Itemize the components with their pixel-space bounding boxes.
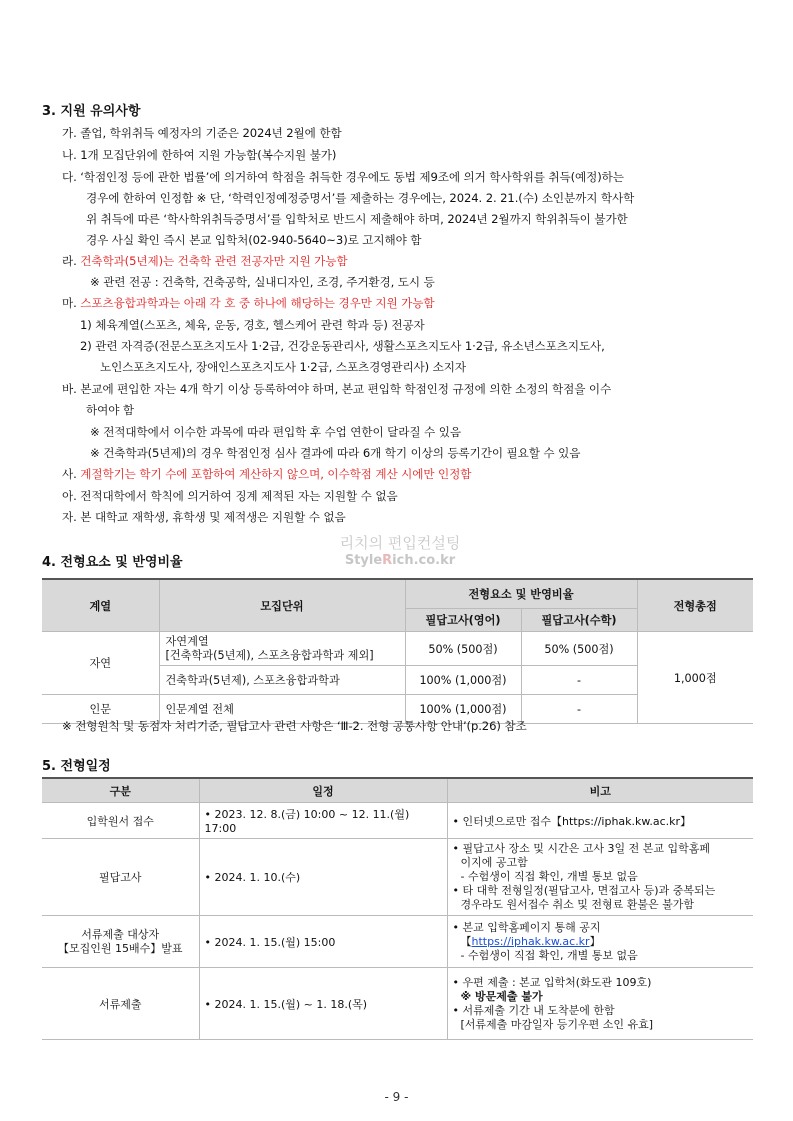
watermark-url: StyleRich.co.kr <box>344 553 456 568</box>
item-ma <box>62 295 434 311</box>
admission-homepage-link[interactable]: https://iphak.kw.ac.kr <box>471 934 590 948</box>
header-math: 필답고사(수학) <box>521 609 637 632</box>
item-ba-cont: 하여야 함 <box>86 403 134 417</box>
page-number: - 9 - <box>384 1090 409 1104</box>
schedule-note: • 우편 제출 : 본교 입학처(화도관 109호) ※ 방문제출 불가 • 서류제출 기간 내 도착분에 한함 [서류제출 마감일자 등기우편 소인 유효] <box>447 968 753 1040</box>
item-da-cont: 위 취득에 따른 ‘학사학위취득증명서’를 입학처로 반드시 제출해야 하며, 2024년 2월까지 학위취득이 불가한 <box>86 212 628 226</box>
header-total: 전형총점 <box>637 579 753 632</box>
header-date: 일정 <box>199 778 447 803</box>
schedule-category: 필답고사 <box>42 839 199 916</box>
header-unit: 모집단위 <box>159 579 405 632</box>
item-na: 나. 1개 모집단위에 한하여 지원 가능함(복수지원 불가) <box>62 148 337 162</box>
item-sa-marker: 사. <box>62 467 81 481</box>
cell-math: - <box>521 666 637 695</box>
item-da-cont: 경우에 한하여 인정함 ※ 단, ‘학력인정예정증명서’를 제출하는 경우에는, 2024. 2. 21.(수) 소인분까지 학사학 <box>86 191 635 205</box>
header-eng: 필답고사(영어) <box>405 609 521 632</box>
section-5-title: 5. 전형일정 <box>42 759 111 774</box>
item-ra-text: 건축학과(5년제)는 건축학 관련 전공자만 지원 가능함 <box>80 254 348 268</box>
cell-math: 50% (500점) <box>521 632 637 666</box>
item-ra-note: ※ 관련 전공 : 건축학, 건축공학, 실내디자인, 조경, 주거환경, 도시 등 <box>90 275 435 289</box>
header-group: 전형요소 및 반영비율 <box>405 579 637 609</box>
cell-field-nat: 자연 <box>42 632 159 695</box>
section-4-title: 4. 전형요소 및 반영비율 <box>42 555 183 570</box>
schedule-note: • 인터넷으로만 접수【https://iphak.kw.ac.kr】 <box>447 803 753 839</box>
item-da-cont: 경우 사실 확인 즉시 본교 입학처(02-940-5640~3)로 고지해야 함 <box>86 233 422 247</box>
header-field: 계열 <box>42 579 159 632</box>
item-ra <box>62 253 347 269</box>
schedule-note: • 필답고사 장소 및 시간은 고사 3일 전 본교 입학홈페 이지에 공고함 - 수험생이 직접 확인, 개별 통보 없음 • 타 대학 전형일정(필답고사, 면접고사 등)과 중복되는 경우라도 원서접수 취소 및 전형료 환불은 불가함 <box>447 839 753 916</box>
item-ma-1: 1) 체육계열(스포츠, 체육, 운동, 경호, 헬스케어 관련 학과 등) 전공자 <box>80 318 425 332</box>
watermark <box>315 534 485 570</box>
item-ra-marker: 라. <box>62 254 81 268</box>
schedule-date: • 2023. 12. 8.(금) 10:00 ~ 12. 11.(월) 17:00 <box>199 803 447 839</box>
cell-unit: 자연계열 [건축학과(5년제), 스포츠융합과학과 제외] <box>159 632 405 666</box>
section-3-title: 3. 지원 유의사항 <box>42 104 141 119</box>
cell-eng: 100% (1,000점) <box>405 695 521 724</box>
selection-ratio-table <box>42 578 753 724</box>
cell-eng: 50% (500점) <box>405 632 521 666</box>
item-ma-text: 스포츠융합과학과는 아래 각 호 중 하나에 해당하는 경우만 지원 가능함 <box>80 296 435 310</box>
item-ba-note-1: ※ 전적대학에서 이수한 과목에 따라 편입학 후 수업 연한이 달라질 수 있음 <box>90 425 461 439</box>
item-ma-marker: 마. <box>62 296 81 310</box>
item-sa <box>62 466 471 482</box>
schedule-note: • 본교 입학홈페이지 통해 공지 【https://iphak.kw.ac.kr】 - 수험생이 직접 확인, 개별 통보 없음 <box>447 916 753 968</box>
item-ja: 자. 본 대학교 재학생, 휴학생 및 제적생은 지원할 수 없음 <box>62 510 346 524</box>
cell-math: - <box>521 695 637 724</box>
schedule-date: • 2024. 1. 15.(월) 15:00 <box>199 916 447 968</box>
schedule-date: • 2024. 1. 15.(월) ~ 1. 18.(목) <box>199 968 447 1040</box>
schedule-category: 입학원서 접수 <box>42 803 199 839</box>
item-ba-note-2: ※ 건축학과(5년제)의 경우 학점인정 심사 결과에 따라 6개 학기 이상의 등록기간이 필요할 수 있음 <box>90 446 581 460</box>
cell-unit: 건축학과(5년제), 스포츠융합과학과 <box>159 666 405 695</box>
schedule-category: 서류제출 대상자 【모집인원 15배수】발표 <box>42 916 199 968</box>
item-sa-text: 계절학기는 학기 수에 포함하여 계산하지 않으며, 이수학점 계산 시에만 인정함 <box>80 467 472 481</box>
item-ma-2-cont: 노인스포츠지도사, 장애인스포츠지도사 1·2급, 스포츠경영관리사) 소지자 <box>100 360 466 374</box>
item-ga: 가. 졸업, 학위취득 예정자의 기준은 2024년 2월에 한함 <box>62 126 342 140</box>
cell-unit: 인문계열 전체 <box>159 695 405 724</box>
cell-total: 1,000점 <box>637 632 753 724</box>
item-da: 다. ‘학점인정 등에 관한 법률’에 의거하여 학점을 취득한 경우에도 동법 제9조에 의거 학사학위를 취득(예정)하는 <box>62 170 624 184</box>
item-a: 아. 전적대학에서 학칙에 의거하여 징계 제적된 자는 지원할 수 없음 <box>62 489 398 503</box>
cell-field-hum: 인문 <box>42 695 159 724</box>
cell-eng: 100% (1,000점) <box>405 666 521 695</box>
header-note: 비고 <box>447 778 753 803</box>
section-4-note: ※ 전형원칙 및 동점자 처리기준, 필답고사 관련 사항은 ‘Ⅲ-2. 전형 공통사항 안내’(p.26) 참조 <box>62 719 527 733</box>
schedule-category: 서류제출 <box>42 968 199 1040</box>
schedule-table <box>42 777 753 1040</box>
schedule-date: • 2024. 1. 10.(수) <box>199 839 447 916</box>
watermark-text: 리치의 편입컨설팅 <box>339 534 461 552</box>
item-ba: 바. 본교에 편입한 자는 4개 학기 이상 등록하여야 하며, 본교 편입학 학점인정 규정에 의한 소정의 학점을 이수 <box>62 382 612 396</box>
item-ma-2: 2) 관련 자격증(전문스포츠지도사 1·2급, 건강운동관리사, 생활스포츠지도사 1·2급, 유소년스포츠지도사, <box>80 339 605 353</box>
header-category: 구분 <box>42 778 199 803</box>
